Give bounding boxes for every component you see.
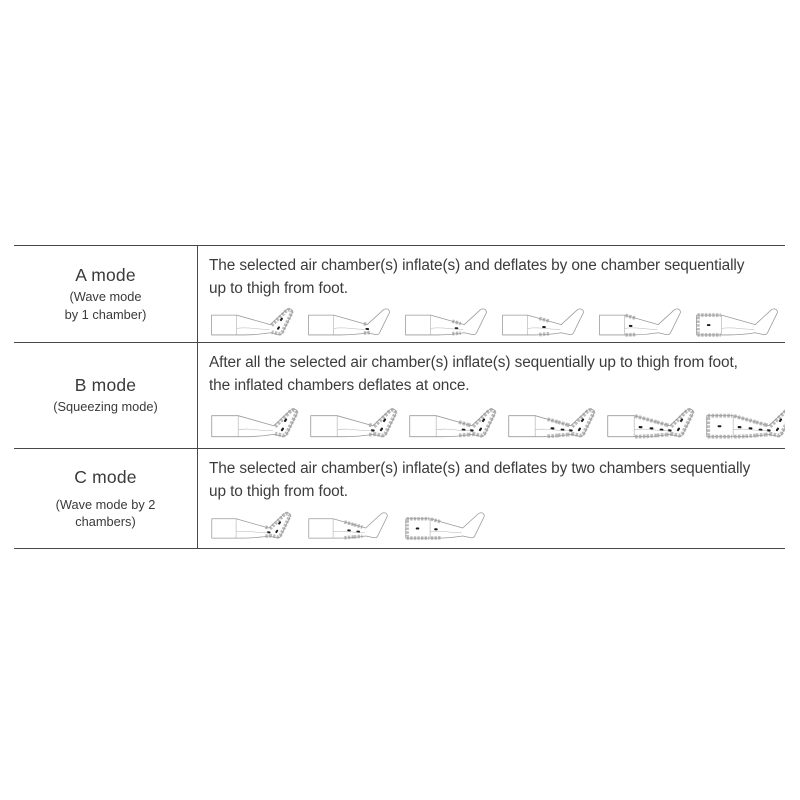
description-line: the inflated chambers deflates at once. — [209, 376, 470, 394]
leg-diagram — [605, 406, 698, 440]
leg-sequence — [209, 306, 781, 338]
leg-diagram — [306, 306, 394, 338]
mode-title: A mode — [75, 265, 136, 285]
leg-sequence — [209, 510, 781, 541]
mode-subtitle-line: by 1 chamber) — [64, 306, 147, 322]
mode-description — [209, 352, 781, 397]
leg-diagram — [403, 510, 489, 541]
description-line: The selected air chamber(s) inflate(s) and deflates by one chamber sequentially — [209, 257, 745, 274]
mode-label-cell — [14, 343, 198, 448]
table-row-b-mode — [14, 343, 785, 449]
leg-diagram — [403, 306, 491, 338]
leg-diagram — [704, 406, 785, 440]
leg-diagram — [597, 306, 685, 338]
leg-diagram — [209, 306, 297, 338]
mode-subtitle — [65, 288, 147, 323]
leg-diagram — [209, 406, 302, 440]
leg-sequence — [209, 406, 781, 440]
mode-description-cell — [198, 449, 785, 548]
description-line: After all the selected air chamber(s) inflate(s) sequentially up to thigh from foot, — [209, 354, 738, 371]
mode-subtitle-line: (Wave mode — [69, 289, 142, 304]
table-row-a-mode — [14, 246, 785, 343]
mode-title: B mode — [74, 375, 137, 396]
description-line: up to thigh from foot. — [209, 279, 348, 297]
mode-subtitle-line: chambers) — [75, 514, 136, 529]
leg-diagram — [694, 306, 782, 338]
mode-description — [209, 458, 781, 503]
description-line: up to thigh from foot. — [209, 482, 348, 500]
mode-label-cell — [14, 449, 198, 548]
mode-subtitle — [56, 496, 156, 531]
mode-description — [209, 255, 781, 300]
table-row-c-mode — [14, 449, 785, 549]
description-line: The selected air chamber(s) inflate(s) and deflates by two chambers sequentially — [209, 460, 751, 477]
mode-subtitle-line: (Squeezing mode) — [53, 399, 158, 415]
leg-diagram — [506, 406, 599, 440]
leg-diagram — [306, 510, 392, 541]
mode-description-cell — [198, 343, 785, 448]
leg-diagram — [407, 406, 500, 440]
leg-diagram — [209, 510, 295, 541]
mode-subtitle-line: (Wave mode by 2 — [55, 496, 156, 512]
mode-subtitle — [53, 398, 158, 416]
mode-title: C mode — [74, 466, 137, 487]
leg-diagram — [500, 306, 588, 338]
leg-diagram — [308, 406, 401, 440]
mode-table — [14, 245, 785, 549]
mode-label-cell — [14, 246, 198, 342]
mode-description-cell — [198, 246, 785, 342]
